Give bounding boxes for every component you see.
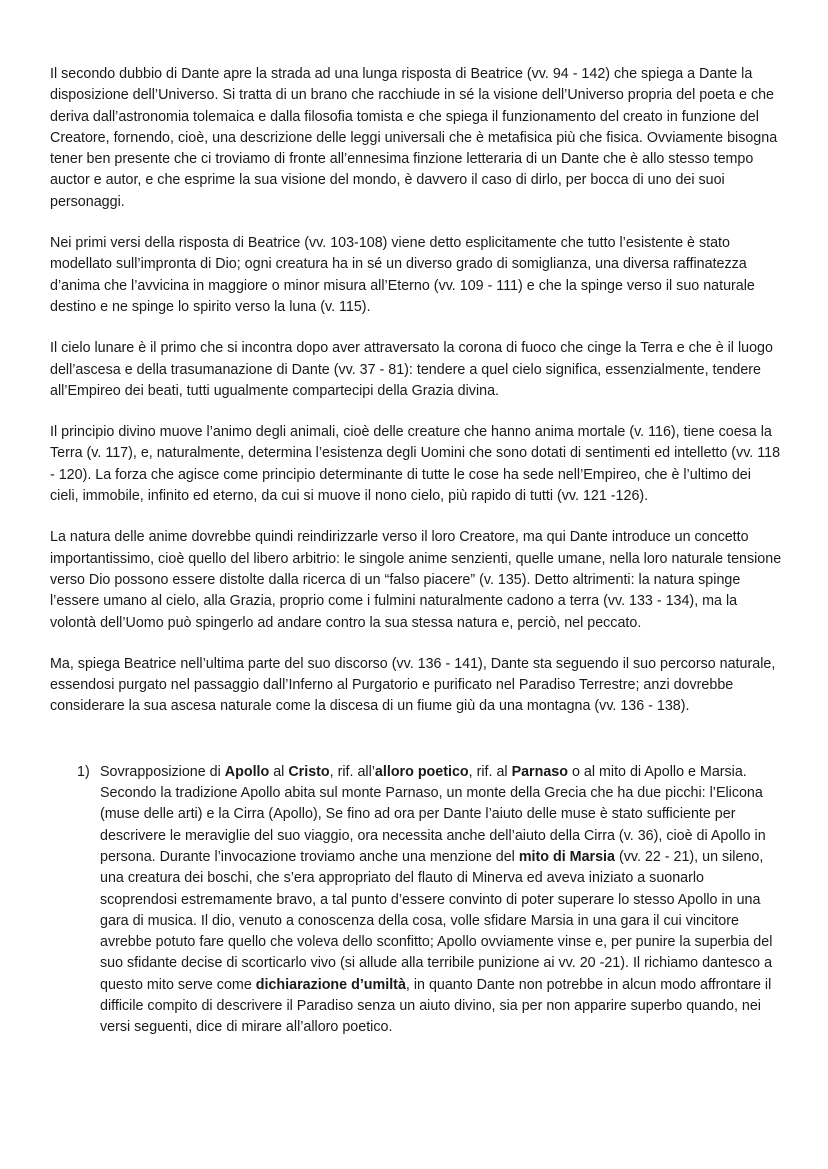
document-body xyxy=(50,64,782,1039)
paragraph-natural-ascent: Ma, spiega Beatrice nell’ultima parte del suo discorso (vv. 136 - 141), Dante sta seguendo il suo percorso naturale, essendosi purgato nel passaggio dall’Inferno al Purgatorio e purificato nel Paradiso Terrestre; anzi dovrebbe considerare la sua ascesa naturale come la discesa di un fiume giù da una montagna (vv. 136 - 138). xyxy=(50,655,776,715)
text-segment: , rif. al xyxy=(468,763,512,780)
text-segment: al xyxy=(269,763,289,780)
list-item-text xyxy=(100,764,772,1036)
paragraph-divine-imprint: Nei primi versi della risposta di Beatrice (vv. 103-108) viene detto esplicitamente che tutto l’esistente è stato modellato sull’impronta di Dio; ogni creatura ha in sé un diverso grado di somiglianza, una diversa raffinatezza d’anima che l’avvicina in maggiore o minor misura all’Eterno (vv. 109 - 111) e che la spinge verso il suo naturale destino e ne spinge lo spirito verso la luna (v. 115). xyxy=(50,235,755,315)
bold-term-cristo: Cristo xyxy=(288,763,330,780)
paragraph-lunar-sky: Il cielo lunare è il primo che si incontra dopo aver attraversato la corona di fuoco che cinge la Terra e che è il luogo dell’ascesa e della trasumanazione di Dante (vv. 37 - 81): tendere a quel cielo significa, essenzialmente, tendere all’Empireo dei beati, tutti ugualmente compartecipi della Grazia divina. xyxy=(50,340,773,399)
text-segment: , rif. all’ xyxy=(329,763,375,780)
bold-term-apollo: Apollo xyxy=(224,763,270,780)
text-segment: , in quanto Dante non potrebbe in alcun modo affrontare il difficile compito di descrivere il Paradiso senza un aiuto divino, sia per non apparire superbo quando, nei versi seguenti, dice di mirare all’alloro poetico. xyxy=(100,976,772,1036)
text-segment: Sovrapposizione di xyxy=(100,763,225,780)
paragraph-beatrice-response: Il secondo dubbio di Dante apre la strada ad una lunga risposta di Beatrice (vv. 94 - 142) che spiega a Dante la disposizione dell’Universo. Si tratta di un brano che racchiude in sé la visione dell’Universo propria del poeta e che deriva dall’astronomia tolemaica e dalla filosofia tomista e che spiega il funzionamento del creato in funzione del Creatore, fornendo, cioè, una descrizione delle leggi universali che è metafisica più che fisica. Ovviamente bisogna tener ben presente che ci troviamo di fronte all’ennesima finzione letteraria di un Dante che è allo stesso tempo auctor e autor, e che esprime la sua visione del mondo, è davvero il caso di dirlo, per bocca di uno dei suoi personaggi. xyxy=(50,66,778,210)
paragraph-divine-principle: Il principio divino muove l’animo degli animali, cioè delle creature che hanno anima mortale (v. 116), tiene coesa la Terra (v. 117), e, naturalmente, determina l’esistenza degli Uomini che sono dotati di sentimenti ed intelletto (vv. 118 - 120). La forza che agisce come principio determinante di tutte le cose ha sede nell’Empireo, che è l’ultimo dei cieli, immobile, infinito ed eterno, da cui si muove il nono cielo, più rapido di tutti (vv. 121 -126). xyxy=(50,424,781,505)
list-item-marker: 1) xyxy=(77,763,90,780)
bold-term-alloro-poetico: alloro poetico xyxy=(374,763,469,780)
bold-term-mito-di-marsia: mito di Marsia xyxy=(518,848,615,865)
list-item xyxy=(50,762,782,1039)
bold-term-dichiarazione-umilta: dichiarazione d’umiltà xyxy=(255,976,406,993)
bold-term-parnaso: Parnaso xyxy=(511,763,568,780)
text-segment: o al mito di Apollo e Marsia. Secondo la tradizione Apollo abita sul monte Parnaso, un monte della Grecia che ha due picchi: l’Elicona (muse delle arti) e la Cirra (Apollo), Se fino ad ora per Dante l’aiuto delle muse è stato sufficiente per descrivere le meraviglie del suo viaggio, ora necessita anche dell’aiuto della Cirra (v. 36), cioè di Apollo in persona. Durante l’invocazione troviamo anche una menzione del xyxy=(100,763,766,865)
notes-list xyxy=(50,762,782,1039)
paragraph-free-will: La natura delle anime dovrebbe quindi reindirizzarle verso il loro Creatore, ma qui Dante introduce un concetto importantissimo, cioè quello del libero arbitrio: le singole anime senzienti, quelle umane, nella loro naturale tensione verso Dio possono essere distolte dalla ricerca di un “falso piacere” (v. 135). Detto altrimenti: la natura spinge l’essere umano al cielo, alla Grazia, proprio come i fulmini naturalmente cadono a terra (vv. 133 - 134), ma la volontà dell’Uomo può spingerlo ad andare contro la sua stessa natura e, perciò, nel peccato. xyxy=(50,529,782,631)
text-segment: (vv. 22 - 21), un sileno, una creatura dei boschi, che s’era appropriato del flauto di Minerva ed aveva iniziato a suonarlo scoprendosi estremamente bravo, a tal punto d’essere convinto di poter superare lo stesso Apollo in una gara di musica. Il dio, venuto a conoscenza della cosa, volle sfidare Marsia in una gara il cui vincitore avrebbe potuto fare quello che voleva dello sconfitto; Apollo ovviamente vinse e, per punire la superbia del suo sfidante decise di scorticarlo vivo (si allude alla terribile punizione ai vv. 20 -21). Il richiamo dantesco a questo mito serve come xyxy=(100,848,773,993)
